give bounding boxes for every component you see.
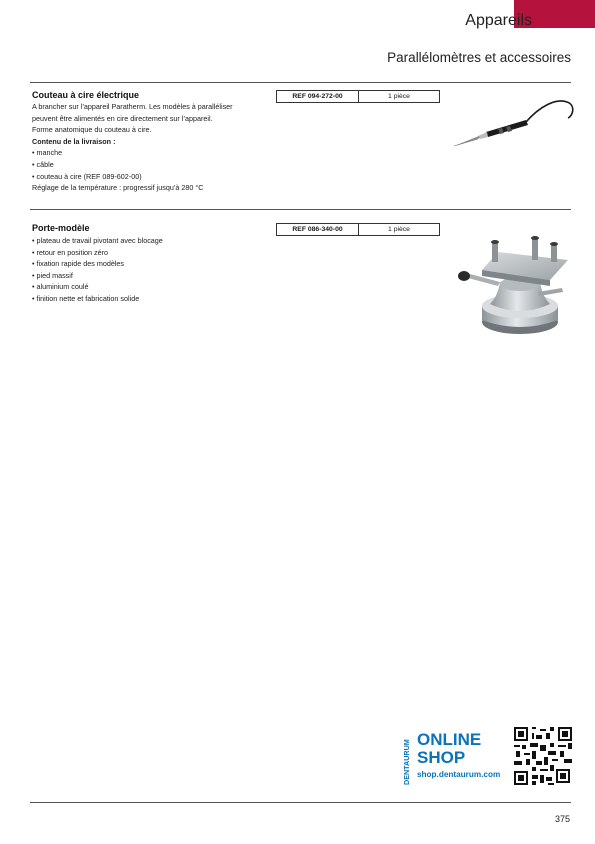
page-number: 375 <box>554 814 570 824</box>
ref-quantity: 1 pièce <box>388 226 410 233</box>
dentaurum-brand-strip <box>399 727 412 785</box>
description-line: • plateau de travail pivotant avec blocage <box>32 236 163 245</box>
online-shop-line1: ONLINE <box>417 730 482 749</box>
description-line: • manche <box>32 148 63 158</box>
dentaurum-vertical-label: DENTAURUM <box>402 739 411 785</box>
footer-divider <box>30 802 571 803</box>
description-line: • finition nette et fabrication solide <box>32 293 140 303</box>
description-line: A brancher sur l’appareil Paratherm. Les modèles à paralléliser <box>32 102 233 111</box>
description-line: • câble <box>32 159 54 169</box>
subsection-title: Parallélomètres et accessoires <box>387 50 571 65</box>
electric-wax-knife-icon <box>440 92 580 156</box>
description-line: Forme anatomique du couteau à cire. <box>32 125 152 135</box>
description-line: • retour en position zéro <box>32 247 109 257</box>
product-title: Porte-modèle <box>32 223 90 233</box>
product-title: Couteau à cire électrique <box>32 90 140 100</box>
ref-table <box>276 90 440 103</box>
online-shop-line2: SHOP <box>417 748 466 767</box>
product-description <box>32 101 233 194</box>
ref-code: REF 086-340-00 <box>277 224 359 235</box>
ref-quantity: 1 pièce <box>388 93 410 100</box>
section-title: Appareils <box>465 12 532 29</box>
description-line: Réglage de la température : progressif jusqu’à 280 °C <box>32 183 204 193</box>
shop-url-link[interactable]: shop.dentaurum.com <box>417 770 501 779</box>
ref-table <box>276 223 440 236</box>
product-divider <box>30 209 571 210</box>
description-line: peuvent être alimentés en cire directement sur l’appareil. <box>32 113 213 123</box>
qr-code-icon[interactable] <box>514 727 572 785</box>
description-line: • couteau à cire (REF 089-602-00) <box>32 171 142 181</box>
delivery-heading: Contenu de la livraison : <box>32 136 116 146</box>
description-line: • fixation rapide des modèles <box>32 259 125 269</box>
model-holder-icon <box>440 234 580 340</box>
product-divider <box>30 82 571 83</box>
description-line: • aluminium coulé <box>32 282 89 292</box>
description-line: • pied massif <box>32 270 73 280</box>
product-description <box>32 235 163 305</box>
ref-code: REF 094-272-00 <box>277 91 359 102</box>
